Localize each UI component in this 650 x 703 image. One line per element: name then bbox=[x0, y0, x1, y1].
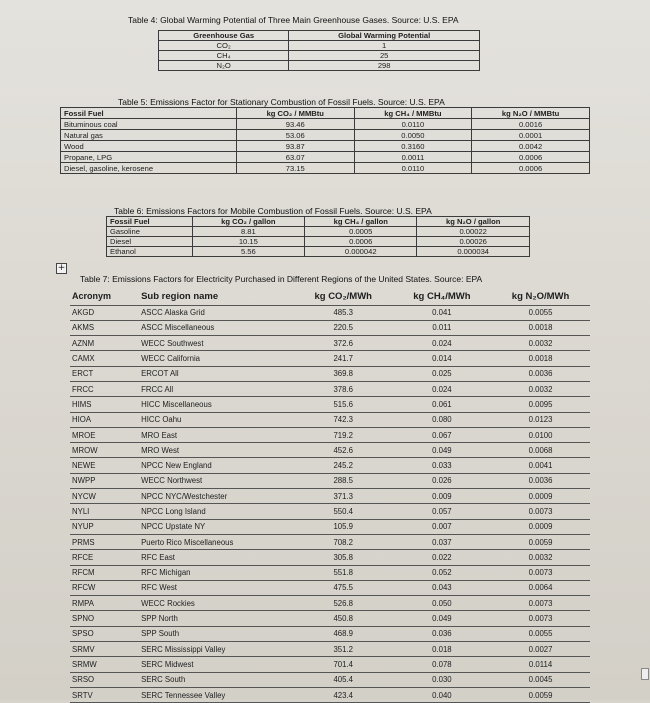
table7-cell: 0.0009 bbox=[491, 519, 590, 534]
table7-row bbox=[70, 397, 590, 412]
table4-cell: 298 bbox=[289, 61, 480, 71]
table6-cell: Diesel bbox=[107, 237, 193, 247]
table7-cell: SPNO bbox=[70, 611, 139, 626]
table7-header-row bbox=[70, 288, 590, 305]
table7-cell: SRMV bbox=[70, 642, 139, 657]
table7-cell: 452.6 bbox=[294, 443, 393, 458]
table7-cell: WECC California bbox=[139, 351, 294, 366]
table7-cell: 0.0073 bbox=[491, 565, 590, 580]
table6-header-cell: kg CO₂ / gallon bbox=[192, 217, 305, 227]
table5-cell: 93.46 bbox=[236, 119, 354, 130]
table6-header-cell: Fossil Fuel bbox=[107, 217, 193, 227]
table7-cell: 0.043 bbox=[393, 580, 491, 595]
table7-cell: CAMX bbox=[70, 351, 139, 366]
table7-cell: FRCC bbox=[70, 381, 139, 396]
table6-cell: 0.0006 bbox=[305, 237, 417, 247]
table7-cell: SERC Midwest bbox=[139, 657, 294, 672]
table4-row bbox=[159, 61, 480, 71]
table6-cell: 0.00026 bbox=[417, 237, 530, 247]
table7-row bbox=[70, 366, 590, 381]
table7-cell: 0.022 bbox=[393, 550, 491, 565]
table6-header-cell: kg CH₄ / gallon bbox=[305, 217, 417, 227]
table5-row bbox=[61, 152, 590, 163]
table7-cell: 0.0027 bbox=[491, 642, 590, 657]
table5-cell: 0.0042 bbox=[472, 141, 590, 152]
table7-cell: RFC East bbox=[139, 550, 294, 565]
table7-cell: 0.0059 bbox=[491, 687, 590, 702]
table7-cell: SPP North bbox=[139, 611, 294, 626]
table7-header-cell: Sub region name bbox=[139, 288, 294, 305]
table7-cell: 701.4 bbox=[294, 657, 393, 672]
table5-header-cell: Fossil Fuel bbox=[61, 108, 237, 119]
table7-cell: 0.041 bbox=[393, 305, 491, 320]
table6-cell: 8.81 bbox=[192, 227, 305, 237]
table4-header-row bbox=[159, 31, 480, 41]
table7-cell: 0.052 bbox=[393, 565, 491, 580]
table4-cell: CH₄ bbox=[159, 51, 289, 61]
table7-cell: 0.078 bbox=[393, 657, 491, 672]
table5-cell: 63.07 bbox=[236, 152, 354, 163]
table4-cell: N₂O bbox=[159, 61, 289, 71]
table7-row bbox=[70, 381, 590, 396]
table7-cell: 719.2 bbox=[294, 427, 393, 442]
table7-cell: RFC Michigan bbox=[139, 565, 294, 580]
table7-row bbox=[70, 473, 590, 488]
table7-cell: 0.040 bbox=[393, 687, 491, 702]
table6-row bbox=[107, 237, 530, 247]
table5-cell: 73.15 bbox=[236, 163, 354, 174]
table7-cell: 0.050 bbox=[393, 596, 491, 611]
table5-row bbox=[61, 163, 590, 174]
table7-cell: SRSO bbox=[70, 672, 139, 687]
table7-cell: 551.8 bbox=[294, 565, 393, 580]
table5-cell: 0.3160 bbox=[354, 141, 472, 152]
table6-cell: 0.000034 bbox=[417, 247, 530, 257]
table7-cell: WECC Rockies bbox=[139, 596, 294, 611]
table7-cell: 0.0059 bbox=[491, 534, 590, 549]
table7-cell: NWPP bbox=[70, 473, 139, 488]
table7-row bbox=[70, 611, 590, 626]
table5-cell: 0.0016 bbox=[472, 119, 590, 130]
table4-cell: CO₂ bbox=[159, 41, 289, 51]
table7-cell: 475.5 bbox=[294, 580, 393, 595]
table7-cell: 371.3 bbox=[294, 489, 393, 504]
table7-row bbox=[70, 305, 590, 320]
table5-cell: 53.06 bbox=[236, 130, 354, 141]
table7-row bbox=[70, 351, 590, 366]
table7-cell: 0.0036 bbox=[491, 473, 590, 488]
table7-cell: MROW bbox=[70, 443, 139, 458]
table5-header-cell: kg CO₂ / MMBtu bbox=[236, 108, 354, 119]
table7-cell: NYUP bbox=[70, 519, 139, 534]
table7-cell: 0.0018 bbox=[491, 320, 590, 335]
page-corner-icon bbox=[641, 668, 649, 680]
table7-row bbox=[70, 534, 590, 549]
table7-cell: 0.0009 bbox=[491, 489, 590, 504]
table7-cell: 220.5 bbox=[294, 320, 393, 335]
table7-row bbox=[70, 519, 590, 534]
table6-row bbox=[107, 247, 530, 257]
table7-cell: 0.0055 bbox=[491, 626, 590, 641]
table6-cell: 5.56 bbox=[192, 247, 305, 257]
table7-cell: 0.0073 bbox=[491, 596, 590, 611]
table7-cell: PRMS bbox=[70, 534, 139, 549]
table7-cell: FRCC All bbox=[139, 381, 294, 396]
table7-caption: Table 7: Emissions Factors for Electricity Purchased in Different Regions of the United States. Source: EPA bbox=[80, 274, 483, 284]
table4-header-cell: Greenhouse Gas bbox=[159, 31, 289, 41]
table7-cell: 0.0100 bbox=[491, 427, 590, 442]
table7-row bbox=[70, 412, 590, 427]
table7-cell: ERCOT All bbox=[139, 366, 294, 381]
table7-row bbox=[70, 642, 590, 657]
table6-row bbox=[107, 227, 530, 237]
table7-cell: 0.0073 bbox=[491, 611, 590, 626]
table7-cell: 0.009 bbox=[393, 489, 491, 504]
table7-cell: SPSO bbox=[70, 626, 139, 641]
table5-row bbox=[61, 130, 590, 141]
table7-row bbox=[70, 320, 590, 335]
table7-row bbox=[70, 458, 590, 473]
table7-cell: NYCW bbox=[70, 489, 139, 504]
table7-cell: NEWE bbox=[70, 458, 139, 473]
table5-cell: 93.87 bbox=[236, 141, 354, 152]
table7-cell: 550.4 bbox=[294, 504, 393, 519]
table7-cell: 0.0055 bbox=[491, 305, 590, 320]
table7-cell: 0.049 bbox=[393, 611, 491, 626]
table7-cell: ASCC Alaska Grid bbox=[139, 305, 294, 320]
table7-cell: 0.011 bbox=[393, 320, 491, 335]
table7-cell: RFCW bbox=[70, 580, 139, 595]
table5-row bbox=[61, 119, 590, 130]
table7-cell: ERCT bbox=[70, 366, 139, 381]
table7-cell: NPCC NYC/Westchester bbox=[139, 489, 294, 504]
table7-cell: 351.2 bbox=[294, 642, 393, 657]
table7-cell: ASCC Miscellaneous bbox=[139, 320, 294, 335]
table7-cell: HIOA bbox=[70, 412, 139, 427]
table6-cell: Ethanol bbox=[107, 247, 193, 257]
table7-row bbox=[70, 596, 590, 611]
table7-cell: 0.0045 bbox=[491, 672, 590, 687]
table7-cell: AKGD bbox=[70, 305, 139, 320]
table7-cell: 0.018 bbox=[393, 642, 491, 657]
table7-cell: 288.5 bbox=[294, 473, 393, 488]
table7-cell: 369.8 bbox=[294, 366, 393, 381]
table6-cell: 0.00022 bbox=[417, 227, 530, 237]
table4-row bbox=[159, 51, 480, 61]
table7-cell: 0.0032 bbox=[491, 381, 590, 396]
table7-cell: 0.049 bbox=[393, 443, 491, 458]
table7-cell: RFC West bbox=[139, 580, 294, 595]
table7-row bbox=[70, 427, 590, 442]
table5-cell: 0.0050 bbox=[354, 130, 472, 141]
table7-cell: 0.0114 bbox=[491, 657, 590, 672]
table4 bbox=[158, 30, 480, 71]
table7-cell: 0.0018 bbox=[491, 351, 590, 366]
table4-caption: Table 4: Global Warming Potential of Three Main Greenhouse Gases. Source: U.S. EPA bbox=[128, 15, 459, 25]
table7-cell: 526.8 bbox=[294, 596, 393, 611]
table5-cell: 0.0011 bbox=[354, 152, 472, 163]
table7-cell: 0.024 bbox=[393, 381, 491, 396]
table7-cell: 0.0095 bbox=[491, 397, 590, 412]
table7-header-cell: kg CO₂/MWh bbox=[294, 288, 393, 305]
table7-row bbox=[70, 580, 590, 595]
table5-cell: Propane, LPG bbox=[61, 152, 237, 163]
table7-cell: Puerto Rico Miscellaneous bbox=[139, 534, 294, 549]
table4-cell: 1 bbox=[289, 41, 480, 51]
table7-row bbox=[70, 550, 590, 565]
table7-cell: SPP South bbox=[139, 626, 294, 641]
table7-cell: 0.057 bbox=[393, 504, 491, 519]
table7-cell: RMPA bbox=[70, 596, 139, 611]
table7-cell: 0.0041 bbox=[491, 458, 590, 473]
table6-cell: 0.0005 bbox=[305, 227, 417, 237]
table5-cell: 0.0001 bbox=[472, 130, 590, 141]
table7-cell: SRTV bbox=[70, 687, 139, 702]
table5-header-cell: kg CH₄ / MMBtu bbox=[354, 108, 472, 119]
table5-cell: 0.0006 bbox=[472, 152, 590, 163]
table7-header-cell: kg CH₄/MWh bbox=[393, 288, 491, 305]
table5-cell: Natural gas bbox=[61, 130, 237, 141]
table5-header-row bbox=[61, 108, 590, 119]
table7-cell: 0.0032 bbox=[491, 336, 590, 351]
table7-cell: NPCC New England bbox=[139, 458, 294, 473]
table7-cell: 0.0032 bbox=[491, 550, 590, 565]
table7-cell: NYLI bbox=[70, 504, 139, 519]
table7-cell: 0.026 bbox=[393, 473, 491, 488]
table7-cell: MRO East bbox=[139, 427, 294, 442]
table7-cell: HIMS bbox=[70, 397, 139, 412]
table7-cell: NPCC Long Island bbox=[139, 504, 294, 519]
table7-cell: 0.080 bbox=[393, 412, 491, 427]
table7-row bbox=[70, 657, 590, 672]
table7-cell: 0.030 bbox=[393, 672, 491, 687]
table5-cell: Wood bbox=[61, 141, 237, 152]
table7-cell: 0.061 bbox=[393, 397, 491, 412]
table7-cell: 378.6 bbox=[294, 381, 393, 396]
table7-cell: RFCE bbox=[70, 550, 139, 565]
table7-header-cell: kg N₂O/MWh bbox=[491, 288, 590, 305]
table5-caption: Table 5: Emissions Factor for Stationary Combustion of Fossil Fuels. Source: U.S. EPA bbox=[118, 97, 445, 107]
table7-cell: SERC Mississippi Valley bbox=[139, 642, 294, 657]
table7-row bbox=[70, 565, 590, 580]
table7-cell: 405.4 bbox=[294, 672, 393, 687]
table7-cell: 450.8 bbox=[294, 611, 393, 626]
table7-cell: 0.0064 bbox=[491, 580, 590, 595]
table7-row bbox=[70, 687, 590, 702]
table7-cell: 372.6 bbox=[294, 336, 393, 351]
table7-row bbox=[70, 504, 590, 519]
table6-header-cell: kg N₂O / gallon bbox=[417, 217, 530, 227]
table5 bbox=[60, 107, 590, 174]
table6-cell: Gasoline bbox=[107, 227, 193, 237]
table4-row bbox=[159, 41, 480, 51]
table7-cell: 305.8 bbox=[294, 550, 393, 565]
table7-cell: AZNM bbox=[70, 336, 139, 351]
table5-cell: 0.0110 bbox=[354, 163, 472, 174]
table7-row bbox=[70, 443, 590, 458]
table7-cell: 0.036 bbox=[393, 626, 491, 641]
table7-cell: HICC Miscellaneous bbox=[139, 397, 294, 412]
table7-cell: 515.6 bbox=[294, 397, 393, 412]
table7-row bbox=[70, 672, 590, 687]
table7-cell: MRO West bbox=[139, 443, 294, 458]
table-add-icon[interactable]: + bbox=[57, 263, 66, 273]
table7-row bbox=[70, 336, 590, 351]
table4-header-cell: Global Warming Potential bbox=[289, 31, 480, 41]
table7-cell: 0.0068 bbox=[491, 443, 590, 458]
table7-cell: SERC Tennessee Valley bbox=[139, 687, 294, 702]
table6-cell: 10.15 bbox=[192, 237, 305, 247]
table7-cell: 0.0123 bbox=[491, 412, 590, 427]
table7-cell: 0.025 bbox=[393, 366, 491, 381]
table5-row bbox=[61, 141, 590, 152]
table7-cell: 0.0073 bbox=[491, 504, 590, 519]
table7-cell: 468.9 bbox=[294, 626, 393, 641]
table5-header-cell: kg N₂O / MMBtu bbox=[472, 108, 590, 119]
table7-cell: 241.7 bbox=[294, 351, 393, 366]
table4-cell: 25 bbox=[289, 51, 480, 61]
table7-cell: 245.2 bbox=[294, 458, 393, 473]
table7-cell: 0.0036 bbox=[491, 366, 590, 381]
table7-cell: 0.024 bbox=[393, 336, 491, 351]
table5-cell: Bituminous coal bbox=[61, 119, 237, 130]
table7-row bbox=[70, 489, 590, 504]
table7-cell: 708.2 bbox=[294, 534, 393, 549]
table7-cell: SRMW bbox=[70, 657, 139, 672]
table7-cell: WECC Northwest bbox=[139, 473, 294, 488]
table7-cell: 0.007 bbox=[393, 519, 491, 534]
table6-header-row bbox=[107, 217, 530, 227]
table6-cell: 0.000042 bbox=[305, 247, 417, 257]
table7-cell: 0.033 bbox=[393, 458, 491, 473]
table7-cell: 485.3 bbox=[294, 305, 393, 320]
table7-cell: MROE bbox=[70, 427, 139, 442]
table7-cell: 742.3 bbox=[294, 412, 393, 427]
table7-cell: SERC South bbox=[139, 672, 294, 687]
table7 bbox=[70, 288, 590, 703]
table5-cell: 0.0110 bbox=[354, 119, 472, 130]
table5-cell: Diesel, gasoline, kerosene bbox=[61, 163, 237, 174]
table6-caption: Table 6: Emissions Factors for Mobile Combustion of Fossil Fuels. Source: U.S. EPA bbox=[114, 206, 432, 216]
table5-cell: 0.0006 bbox=[472, 163, 590, 174]
table7-header-cell: Acronym bbox=[70, 288, 139, 305]
table7-cell: AKMS bbox=[70, 320, 139, 335]
table7-cell: 105.9 bbox=[294, 519, 393, 534]
table7-cell: 0.037 bbox=[393, 534, 491, 549]
table7-cell: RFCM bbox=[70, 565, 139, 580]
table7-cell: 423.4 bbox=[294, 687, 393, 702]
table6 bbox=[106, 216, 530, 257]
table7-cell: 0.067 bbox=[393, 427, 491, 442]
table7-cell: HICC Oahu bbox=[139, 412, 294, 427]
table7-cell: WECC Southwest bbox=[139, 336, 294, 351]
table7-cell: NPCC Upstate NY bbox=[139, 519, 294, 534]
table7-cell: 0.014 bbox=[393, 351, 491, 366]
table7-row bbox=[70, 626, 590, 641]
